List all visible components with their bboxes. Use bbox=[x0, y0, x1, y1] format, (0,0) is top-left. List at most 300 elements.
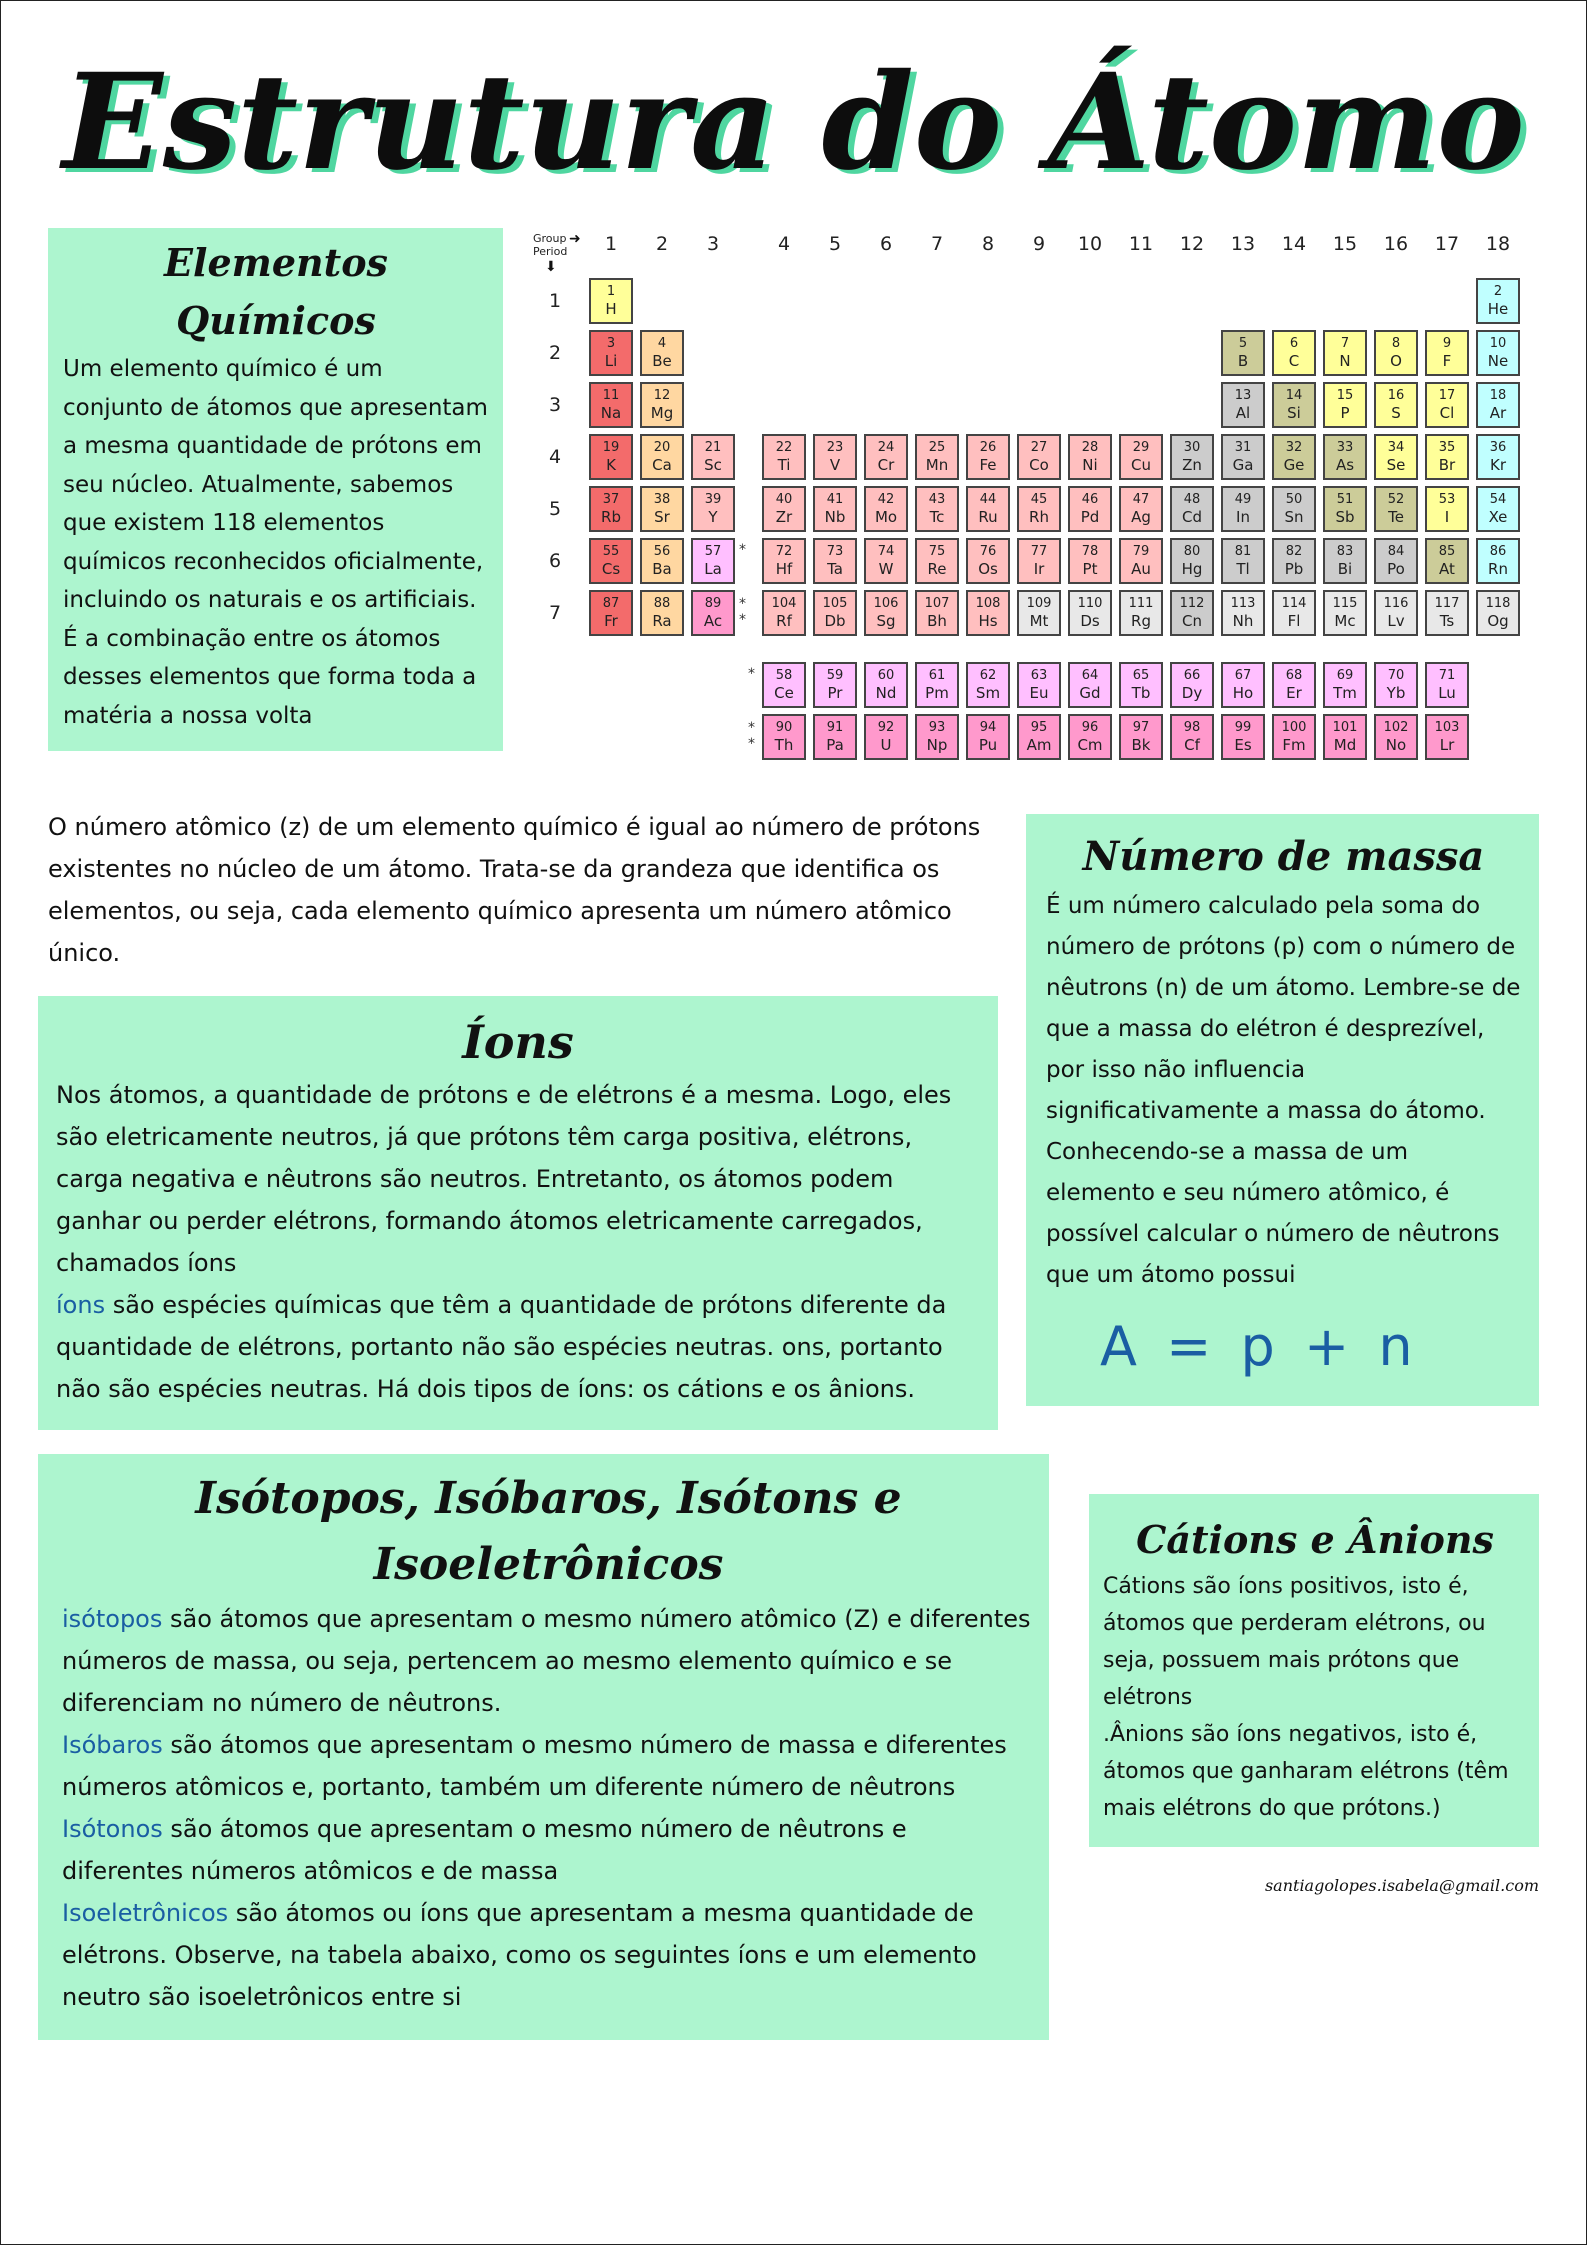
atomic-number: 2 bbox=[1493, 284, 1503, 299]
atomic-number: 27 bbox=[1030, 440, 1048, 455]
atomic-number: 106 bbox=[873, 596, 899, 611]
atomic-number: 114 bbox=[1281, 596, 1307, 611]
element-cell bbox=[691, 486, 735, 532]
atomic-number: 34 bbox=[1387, 440, 1405, 455]
element-symbol: Cn bbox=[1182, 612, 1202, 630]
element-cell bbox=[640, 434, 684, 480]
element-symbol: Mc bbox=[1334, 612, 1356, 630]
numero-de-massa-box bbox=[1026, 814, 1539, 1406]
element-symbol: As bbox=[1335, 456, 1355, 474]
element-cell bbox=[640, 486, 684, 532]
element-symbol: Bk bbox=[1131, 736, 1151, 754]
element-cell bbox=[1017, 714, 1061, 760]
group-number: 7 bbox=[930, 233, 944, 255]
atomic-number: 99 bbox=[1234, 720, 1252, 735]
element-cell bbox=[640, 538, 684, 584]
atomic-number: 112 bbox=[1179, 596, 1205, 611]
atomic-number: 115 bbox=[1332, 596, 1358, 611]
element-cell bbox=[1119, 434, 1163, 480]
element-symbol: Md bbox=[1333, 736, 1357, 754]
element-cell bbox=[1068, 538, 1112, 584]
element-cell bbox=[1476, 590, 1520, 636]
period-number: 4 bbox=[548, 446, 562, 468]
element-symbol: Fr bbox=[604, 612, 618, 630]
text-isotopos: são átomos que apresentam o mesmo número atômico (Z) e diferentes números de massa, ou seja, pertencem ao mesmo elemento químico e se diferenciam no número de nêutrons. bbox=[62, 1605, 1031, 1717]
element-cell bbox=[966, 662, 1010, 708]
element-cell bbox=[589, 590, 633, 636]
element-symbol: Sn bbox=[1284, 508, 1304, 526]
element-symbol: Rf bbox=[776, 612, 792, 630]
atomic-number: 13 bbox=[1234, 388, 1252, 403]
element-cell bbox=[1476, 434, 1520, 480]
element-cell bbox=[1119, 538, 1163, 584]
element-symbol: Tb bbox=[1131, 684, 1151, 702]
element-cell bbox=[1272, 486, 1316, 532]
atomic-number: 111 bbox=[1128, 596, 1154, 611]
element-cell bbox=[966, 590, 1010, 636]
element-symbol: Po bbox=[1387, 560, 1405, 578]
atomic-number: 55 bbox=[602, 544, 620, 559]
atomic-number: 86 bbox=[1489, 544, 1507, 559]
element-cell bbox=[1323, 714, 1367, 760]
element-cell bbox=[1017, 590, 1061, 636]
element-symbol: Co bbox=[1029, 456, 1049, 474]
element-cell bbox=[1425, 714, 1469, 760]
atomic-number: 8 bbox=[1391, 336, 1401, 351]
lanthanide-row-marker: * bbox=[748, 666, 755, 682]
elementos-quimicos-text: Um elemento químico é um conjunto de átomos que apresentam a mesma quantidade de prótons em seu núcleo. Atualmente, sabemos que existem 118 elementos químicos reconhecidos oficialmente, incluindo os naturais e os artificiais. É a combinação entre os átomos desses elementos que forma toda a matéria a nossa volta bbox=[63, 356, 488, 729]
element-symbol: Re bbox=[927, 560, 947, 578]
element-symbol: Yb bbox=[1386, 684, 1406, 702]
element-symbol: Pd bbox=[1080, 508, 1100, 526]
element-cell bbox=[1272, 330, 1316, 376]
element-cell bbox=[1323, 590, 1367, 636]
element-symbol: N bbox=[1339, 352, 1351, 370]
group-number: 17 bbox=[1434, 233, 1460, 255]
atomic-number: 75 bbox=[928, 544, 946, 559]
atomic-number: 67 bbox=[1234, 668, 1252, 683]
ions-box bbox=[38, 996, 998, 1430]
ions-title: Íons bbox=[462, 1015, 574, 1069]
element-cell bbox=[864, 662, 908, 708]
element-symbol: Nh bbox=[1232, 612, 1254, 630]
element-symbol: Ho bbox=[1232, 684, 1254, 702]
element-symbol: Mn bbox=[925, 456, 949, 474]
atomic-number: 41 bbox=[826, 492, 844, 507]
element-symbol: V bbox=[829, 456, 841, 474]
element-symbol: Na bbox=[600, 404, 622, 422]
group-number: 1 bbox=[604, 233, 618, 255]
element-cell bbox=[966, 538, 1010, 584]
element-cell bbox=[1119, 662, 1163, 708]
element-symbol: Mt bbox=[1029, 612, 1049, 630]
element-cell bbox=[762, 486, 806, 532]
element-symbol: Pu bbox=[978, 736, 998, 754]
element-symbol: Og bbox=[1487, 612, 1509, 630]
element-symbol: Pa bbox=[826, 736, 844, 754]
element-cell bbox=[640, 330, 684, 376]
atomic-number: 36 bbox=[1489, 440, 1507, 455]
term-isoeletronicos: Isoeletrônicos bbox=[62, 1899, 229, 1927]
atomic-number: 45 bbox=[1030, 492, 1048, 507]
atomic-number: 10 bbox=[1489, 336, 1507, 351]
element-symbol: Sm bbox=[975, 684, 1001, 702]
element-symbol: Ir bbox=[1033, 560, 1045, 578]
atomic-number: 26 bbox=[979, 440, 997, 455]
element-symbol: Cd bbox=[1182, 508, 1202, 526]
atomic-number: 117 bbox=[1434, 596, 1460, 611]
element-symbol: Hs bbox=[978, 612, 998, 630]
element-symbol: Es bbox=[1234, 736, 1252, 754]
atomic-number: 88 bbox=[653, 596, 671, 611]
element-cell bbox=[1425, 330, 1469, 376]
atomic-number: 59 bbox=[826, 668, 844, 683]
atomic-number: 102 bbox=[1383, 720, 1409, 735]
element-cell bbox=[864, 590, 908, 636]
element-symbol: Au bbox=[1131, 560, 1151, 578]
atomic-number: 20 bbox=[653, 440, 671, 455]
atomic-number: 110 bbox=[1077, 596, 1103, 611]
group-number: 2 bbox=[655, 233, 669, 255]
element-cell bbox=[1119, 486, 1163, 532]
group-number: 9 bbox=[1032, 233, 1046, 255]
period-number: 6 bbox=[548, 550, 562, 572]
element-symbol: Sb bbox=[1335, 508, 1355, 526]
element-symbol: Ac bbox=[703, 612, 723, 630]
numero-de-massa-title: Número de massa bbox=[1082, 833, 1485, 880]
atomic-number: 22 bbox=[775, 440, 793, 455]
element-cell bbox=[1272, 662, 1316, 708]
cations-text: Cátions são íons positivos, isto é, átomos que perderam elétrons, ou seja, possuem mais prótons que elétrons bbox=[1103, 1574, 1486, 1710]
atomic-number: 70 bbox=[1387, 668, 1405, 683]
atomic-number: 65 bbox=[1132, 668, 1150, 683]
element-cell bbox=[1476, 486, 1520, 532]
atomic-number: 93 bbox=[928, 720, 946, 735]
atomic-number: 95 bbox=[1030, 720, 1048, 735]
atomic-number: 63 bbox=[1030, 668, 1048, 683]
group-number: 13 bbox=[1230, 233, 1256, 255]
ions-text bbox=[56, 1074, 980, 1410]
element-symbol: La bbox=[704, 560, 722, 578]
group-number: 6 bbox=[879, 233, 893, 255]
atomic-number: 23 bbox=[826, 440, 844, 455]
element-cell bbox=[864, 538, 908, 584]
element-cell bbox=[1425, 662, 1469, 708]
atomic-number: 24 bbox=[877, 440, 895, 455]
element-symbol: At bbox=[1439, 560, 1455, 578]
element-symbol: Tm bbox=[1333, 684, 1357, 702]
cations-anions-box bbox=[1089, 1494, 1539, 1847]
atomic-number: 5 bbox=[1238, 336, 1248, 351]
element-cell bbox=[966, 486, 1010, 532]
element-cell bbox=[813, 538, 857, 584]
element-symbol: Ti bbox=[777, 456, 791, 474]
actinide-marker: * * bbox=[739, 596, 746, 628]
element-cell bbox=[1476, 330, 1520, 376]
atomic-number: 7 bbox=[1340, 336, 1350, 351]
element-cell bbox=[1323, 486, 1367, 532]
element-symbol: Te bbox=[1388, 508, 1404, 526]
element-cell bbox=[813, 662, 857, 708]
definition-isobaros bbox=[62, 1724, 1035, 1808]
element-cell bbox=[1374, 590, 1418, 636]
element-cell bbox=[1374, 434, 1418, 480]
atomic-number: 60 bbox=[877, 668, 895, 683]
atomic-number: 73 bbox=[826, 544, 844, 559]
element-cell bbox=[813, 486, 857, 532]
element-cell bbox=[1323, 538, 1367, 584]
period-number: 7 bbox=[548, 602, 562, 624]
atomic-number: 66 bbox=[1183, 668, 1201, 683]
atomic-number: 87 bbox=[602, 596, 620, 611]
element-symbol: Cr bbox=[877, 456, 895, 474]
element-symbol: Os bbox=[978, 560, 998, 578]
atomic-number: 103 bbox=[1434, 720, 1460, 735]
element-symbol: Ag bbox=[1131, 508, 1151, 526]
element-cell bbox=[1170, 662, 1214, 708]
element-symbol: Pm bbox=[925, 684, 949, 702]
atomic-number: 14 bbox=[1285, 388, 1303, 403]
element-symbol: Np bbox=[926, 736, 948, 754]
element-cell bbox=[1425, 590, 1469, 636]
element-cell bbox=[1221, 662, 1265, 708]
element-symbol: Bi bbox=[1337, 560, 1353, 578]
element-symbol: Pb bbox=[1284, 560, 1304, 578]
element-symbol: Lr bbox=[1439, 736, 1455, 754]
element-cell bbox=[915, 662, 959, 708]
atomic-number: 104 bbox=[771, 596, 797, 611]
isotopos-text bbox=[62, 1598, 1035, 2018]
element-symbol: Mo bbox=[874, 508, 898, 526]
element-symbol: Ts bbox=[1439, 612, 1455, 630]
atomic-number: 54 bbox=[1489, 492, 1507, 507]
atomic-number: 47 bbox=[1132, 492, 1150, 507]
atomic-number: 56 bbox=[653, 544, 671, 559]
group-number: 15 bbox=[1332, 233, 1358, 255]
element-symbol: Ne bbox=[1487, 352, 1509, 370]
element-cell bbox=[864, 434, 908, 480]
definition-isoeletronicos bbox=[62, 1892, 1035, 2018]
atomic-number: 28 bbox=[1081, 440, 1099, 455]
element-cell bbox=[1119, 714, 1163, 760]
element-cell bbox=[1221, 434, 1265, 480]
atomic-number: 118 bbox=[1485, 596, 1511, 611]
element-symbol: Eu bbox=[1029, 684, 1049, 702]
element-cell bbox=[1323, 662, 1367, 708]
ions-term: íons bbox=[56, 1291, 106, 1319]
element-cell bbox=[1221, 538, 1265, 584]
element-cell bbox=[1425, 486, 1469, 532]
element-symbol: Fe bbox=[979, 456, 997, 474]
atomic-number: 83 bbox=[1336, 544, 1354, 559]
element-symbol: Db bbox=[824, 612, 846, 630]
atomic-number: 96 bbox=[1081, 720, 1099, 735]
period-label: Period bbox=[533, 245, 568, 258]
element-symbol: Kr bbox=[1489, 456, 1506, 474]
element-symbol: In bbox=[1236, 508, 1250, 526]
element-cell bbox=[1374, 714, 1418, 760]
definition-isotonos bbox=[62, 1808, 1035, 1892]
element-cell bbox=[864, 714, 908, 760]
element-cell bbox=[1170, 538, 1214, 584]
text-isoeletronicos: são átomos ou íons que apresentam a mesma quantidade de elétrons. Observe, na tabela abaixo, como os seguintes íons e um elemento neutro são isoeletrônicos entre si bbox=[62, 1899, 977, 2011]
atomic-number: 78 bbox=[1081, 544, 1099, 559]
element-symbol: Rh bbox=[1029, 508, 1049, 526]
element-symbol: Li bbox=[604, 352, 618, 370]
element-symbol: Ar bbox=[1489, 404, 1507, 422]
arrow-right-icon: ➜ bbox=[569, 231, 581, 247]
element-symbol: Cl bbox=[1439, 404, 1455, 422]
atomic-number: 42 bbox=[877, 492, 895, 507]
atomic-number: 84 bbox=[1387, 544, 1405, 559]
element-symbol: No bbox=[1385, 736, 1407, 754]
anions-text: .Ânions são íons negativos, isto é, átomos que ganharam elétrons (têm mais elétrons do que prótons.) bbox=[1103, 1722, 1509, 1821]
element-symbol: K bbox=[606, 456, 616, 474]
element-cell bbox=[1170, 714, 1214, 760]
atomic-number: 1 bbox=[606, 284, 616, 299]
element-cell bbox=[1017, 486, 1061, 532]
element-symbol: He bbox=[1487, 300, 1509, 318]
element-symbol: Ni bbox=[1082, 456, 1098, 474]
element-symbol: C bbox=[1288, 352, 1300, 370]
element-cell bbox=[813, 714, 857, 760]
element-symbol: Ba bbox=[652, 560, 672, 578]
atomic-number: 85 bbox=[1438, 544, 1456, 559]
atomic-number: 29 bbox=[1132, 440, 1150, 455]
element-cell bbox=[1170, 486, 1214, 532]
atomic-number: 61 bbox=[928, 668, 946, 683]
element-cell bbox=[1374, 382, 1418, 428]
element-cell bbox=[1374, 538, 1418, 584]
atomic-number: 37 bbox=[602, 492, 620, 507]
element-symbol: Se bbox=[1386, 456, 1406, 474]
element-cell bbox=[762, 538, 806, 584]
numero-de-massa-text: É um número calculado pela soma do número de prótons (p) com o número de nêutrons (n) de um átomo. Lembre-se de que a massa do elétron é desprezível, por isso não influencia significativamente a massa do átomo. Conhecendo-se a massa de um elemento e seu número atômico, é possível calcular o número de nêutrons que um átomo possui bbox=[1046, 893, 1521, 1288]
element-cell bbox=[1323, 330, 1367, 376]
atomic-number: 80 bbox=[1183, 544, 1201, 559]
atomic-number: 52 bbox=[1387, 492, 1405, 507]
element-cell bbox=[1017, 434, 1061, 480]
isotopos-box bbox=[38, 1454, 1049, 2040]
atomic-number: 113 bbox=[1230, 596, 1256, 611]
group-label: Group bbox=[533, 232, 567, 245]
element-symbol: S bbox=[1391, 404, 1401, 422]
atomic-number: 72 bbox=[775, 544, 793, 559]
atomic-number: 46 bbox=[1081, 492, 1099, 507]
element-cell bbox=[1323, 434, 1367, 480]
element-symbol: Fm bbox=[1282, 736, 1306, 754]
element-symbol: B bbox=[1237, 352, 1249, 370]
element-cell bbox=[1221, 714, 1265, 760]
element-cell bbox=[1068, 714, 1112, 760]
element-cell bbox=[589, 486, 633, 532]
element-cell bbox=[691, 538, 735, 584]
atomic-number: 31 bbox=[1234, 440, 1252, 455]
atomic-number: 49 bbox=[1234, 492, 1252, 507]
element-cell bbox=[1272, 714, 1316, 760]
element-symbol: Lu bbox=[1438, 684, 1456, 702]
atomic-number: 48 bbox=[1183, 492, 1201, 507]
elementos-quimicos-box bbox=[48, 228, 503, 751]
atomic-number: 9 bbox=[1442, 336, 1452, 351]
element-cell bbox=[589, 382, 633, 428]
element-symbol: Cs bbox=[601, 560, 621, 578]
element-cell bbox=[1119, 590, 1163, 636]
atomic-number: 97 bbox=[1132, 720, 1150, 735]
page-title: Estrutura do Átomo bbox=[62, 45, 1525, 200]
element-symbol: Sc bbox=[704, 456, 722, 474]
element-symbol: Fl bbox=[1287, 612, 1301, 630]
element-symbol: Nb bbox=[824, 508, 846, 526]
atomic-number: 109 bbox=[1026, 596, 1052, 611]
element-symbol: H bbox=[605, 300, 617, 318]
element-cell bbox=[1017, 662, 1061, 708]
atomic-number: 108 bbox=[975, 596, 1001, 611]
element-symbol: O bbox=[1390, 352, 1402, 370]
element-symbol: Al bbox=[1235, 404, 1251, 422]
atomic-number: 12 bbox=[653, 388, 671, 403]
ions-paragraph-1: Nos átomos, a quantidade de prótons e de elétrons é a mesma. Logo, eles são eletricamente neutros, já que prótons têm carga positiva, elétrons, carga negativa e nêutrons são neutros. Entretanto, os átomos podem ganhar ou perder elétrons, formando átomos eletricamente carregados, chamados íons bbox=[56, 1081, 952, 1277]
atomic-number: 92 bbox=[877, 720, 895, 735]
element-cell bbox=[589, 330, 633, 376]
mass-number-formula: A = p + n bbox=[1100, 1315, 1419, 1378]
atomic-number: 94 bbox=[979, 720, 997, 735]
element-cell bbox=[762, 714, 806, 760]
atomic-number: 76 bbox=[979, 544, 997, 559]
atomic-number: 16 bbox=[1387, 388, 1405, 403]
lanthanide-marker: * bbox=[739, 542, 746, 558]
atomic-number: 64 bbox=[1081, 668, 1099, 683]
element-symbol: Ds bbox=[1080, 612, 1100, 630]
element-cell bbox=[640, 382, 684, 428]
group-number: 11 bbox=[1128, 233, 1154, 255]
atomic-number: 3 bbox=[606, 336, 616, 351]
atomic-number: 69 bbox=[1336, 668, 1354, 683]
element-cell bbox=[915, 590, 959, 636]
atomic-number: 19 bbox=[602, 440, 620, 455]
group-number: 10 bbox=[1077, 233, 1103, 255]
cations-anions-title: Cátions e Ânions bbox=[1136, 1517, 1494, 1562]
element-cell bbox=[1068, 434, 1112, 480]
element-symbol: Ge bbox=[1283, 456, 1305, 474]
element-cell bbox=[1017, 538, 1061, 584]
element-symbol: Mg bbox=[650, 404, 674, 422]
term-isotopos: isótopos bbox=[62, 1605, 163, 1633]
element-cell bbox=[1374, 486, 1418, 532]
group-number: 12 bbox=[1179, 233, 1205, 255]
atomic-number: 11 bbox=[602, 388, 620, 403]
element-cell bbox=[915, 714, 959, 760]
element-cell bbox=[1272, 538, 1316, 584]
atomic-number: 51 bbox=[1336, 492, 1354, 507]
arrow-down-icon: ⬇ bbox=[545, 259, 557, 275]
periodic-table bbox=[531, 228, 1541, 788]
element-cell bbox=[1272, 590, 1316, 636]
group-number: 14 bbox=[1281, 233, 1307, 255]
period-number: 5 bbox=[548, 498, 562, 520]
atomic-number: 107 bbox=[924, 596, 950, 611]
element-symbol: Rg bbox=[1131, 612, 1151, 630]
element-cell bbox=[1374, 662, 1418, 708]
definition-isotopos bbox=[62, 1598, 1035, 1724]
atomic-number: 98 bbox=[1183, 720, 1201, 735]
element-symbol: Pt bbox=[1082, 560, 1098, 578]
element-cell bbox=[1068, 590, 1112, 636]
element-symbol: Ra bbox=[652, 612, 672, 630]
atomic-number: 90 bbox=[775, 720, 793, 735]
atomic-number: 4 bbox=[657, 336, 667, 351]
atomic-number: 18 bbox=[1489, 388, 1507, 403]
